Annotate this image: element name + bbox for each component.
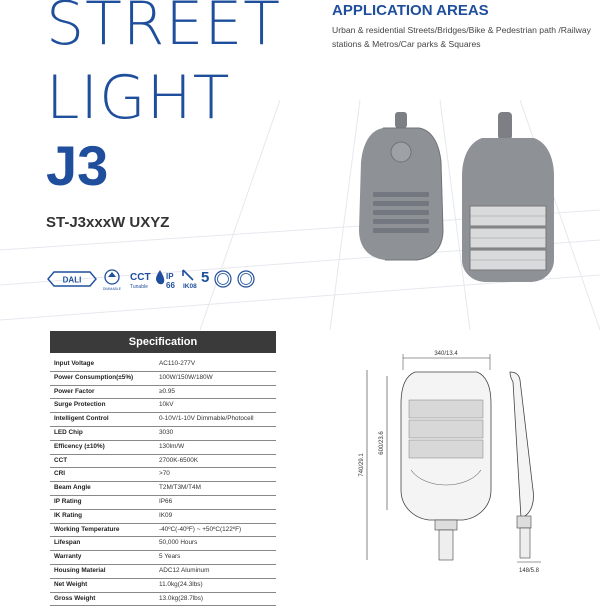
spec-row [50, 593, 276, 606]
spec-label: Input Voltage [54, 360, 94, 367]
spec-row [50, 510, 276, 524]
ik-value: IK08 [183, 283, 197, 290]
spec-value: IK09 [159, 511, 173, 519]
number-5-icon [201, 269, 209, 286]
spec-value: ADC12 Aluminum [159, 566, 210, 574]
dali-icon [48, 272, 96, 286]
cct-tunable-icon [130, 272, 151, 290]
spec-row [50, 455, 276, 469]
specification-header: Specification [50, 331, 276, 353]
spec-row [50, 551, 276, 565]
spec-value: 2700K-6500K [159, 456, 199, 464]
svg-text:5: 5 [201, 269, 210, 286]
spec-value: >70 [159, 470, 170, 478]
spec-row [50, 496, 276, 510]
inner-length-dimension: 600/23.6 [379, 431, 385, 455]
spec-label: Power Consumption(±5%) [54, 373, 134, 381]
spec-label: LED Chip [54, 428, 83, 436]
dimmable-icon [103, 270, 122, 291]
spec-value: 130lm/W [159, 442, 185, 450]
spec-label: Efficency (±10%) [54, 442, 105, 450]
spec-row [50, 468, 276, 482]
spec-value: 11.0kg(24.3lbs) [159, 580, 203, 588]
dimension-drawing [355, 340, 595, 580]
spec-label: Net Weight [54, 580, 88, 588]
cct-sub-label: Tunable [130, 284, 148, 290]
spec-label: Intelligent Control [54, 415, 109, 423]
spec-row [50, 399, 276, 413]
spec-row [50, 579, 276, 593]
spec-value: 100W/150W/180W [159, 373, 213, 381]
spec-row [50, 372, 276, 386]
spec-label: Housing Material [54, 566, 106, 574]
spec-value: T2M/T3M/T4M [159, 484, 201, 492]
title-street: STREET [46, 0, 281, 59]
spec-value: 5 Years [159, 553, 181, 561]
spec-value: 13.0kg(28.7lbs) [159, 594, 204, 602]
ip-label: IP [166, 272, 174, 281]
svg-text:DIMMABLE: DIMMABLE [102, 287, 122, 291]
street-light-front-view-image [458, 112, 558, 284]
spec-row [50, 441, 276, 455]
street-light-back-view-image [355, 112, 447, 262]
spec-row [50, 565, 276, 579]
spec-label: Working Temperature [54, 525, 120, 533]
spec-value: 50,000 Hours [159, 539, 198, 547]
spec-label: CCT [54, 456, 68, 464]
spec-row [50, 427, 276, 441]
spec-label: Surge Protection [54, 401, 106, 409]
spec-label: Power Factor [54, 387, 95, 395]
ip-value: 66 [166, 281, 175, 290]
spec-row [50, 537, 276, 551]
spec-row [50, 358, 276, 372]
spec-row [50, 386, 276, 400]
title-light: LIGHT [46, 63, 231, 133]
spec-value: 3030 [159, 428, 174, 436]
spec-value: 0-10V/1-10V Dimmable/Photocell [159, 415, 254, 423]
title-model-j3: J3 [46, 134, 109, 197]
spec-value: AC110-277V [159, 360, 196, 367]
spec-label: IP Rating [54, 497, 82, 505]
total-length-dimension: 740/29.1 [359, 453, 365, 477]
application-areas-description: Urban & residential Streets/Bridges/Bike & Pedestrian path /Railway stations & Metros/Car parks & Squares [332, 25, 591, 49]
spec-value: IP66 [159, 497, 173, 505]
application-areas-heading: APPLICATION AREAS [332, 2, 489, 19]
spec-label: Gross Weight [54, 594, 96, 602]
spec-row [50, 482, 276, 496]
ip66-icon [156, 270, 175, 290]
width-dimension: 340/13.4 [434, 351, 458, 357]
dali-label: DALI [62, 275, 82, 285]
specification-table [50, 358, 276, 606]
cct-label: CCT [130, 272, 151, 283]
spec-label: Warranty [54, 553, 82, 561]
spec-row [50, 413, 276, 427]
side-width-dimension: 148/5.8 [518, 568, 540, 574]
spec-label: Beam Angle [54, 484, 91, 492]
spec-value: -40ºC(-40ºF) ~ +50ºC(122ºF) [159, 525, 242, 533]
spec-row [50, 524, 276, 538]
ik08-icon [183, 270, 197, 290]
spec-label: Lifespan [54, 539, 81, 547]
spec-label: IK Rating [54, 511, 83, 519]
certification-icons [46, 266, 276, 292]
iso-certificate-icon [215, 271, 231, 287]
spec-value: 10kV [159, 401, 174, 409]
spec-label: CRI [54, 470, 66, 478]
model-number: ST-J3xxxW UXYZ [46, 214, 170, 231]
zhaga-icon [238, 271, 254, 287]
spec-value: ≥0.95 [159, 387, 175, 395]
